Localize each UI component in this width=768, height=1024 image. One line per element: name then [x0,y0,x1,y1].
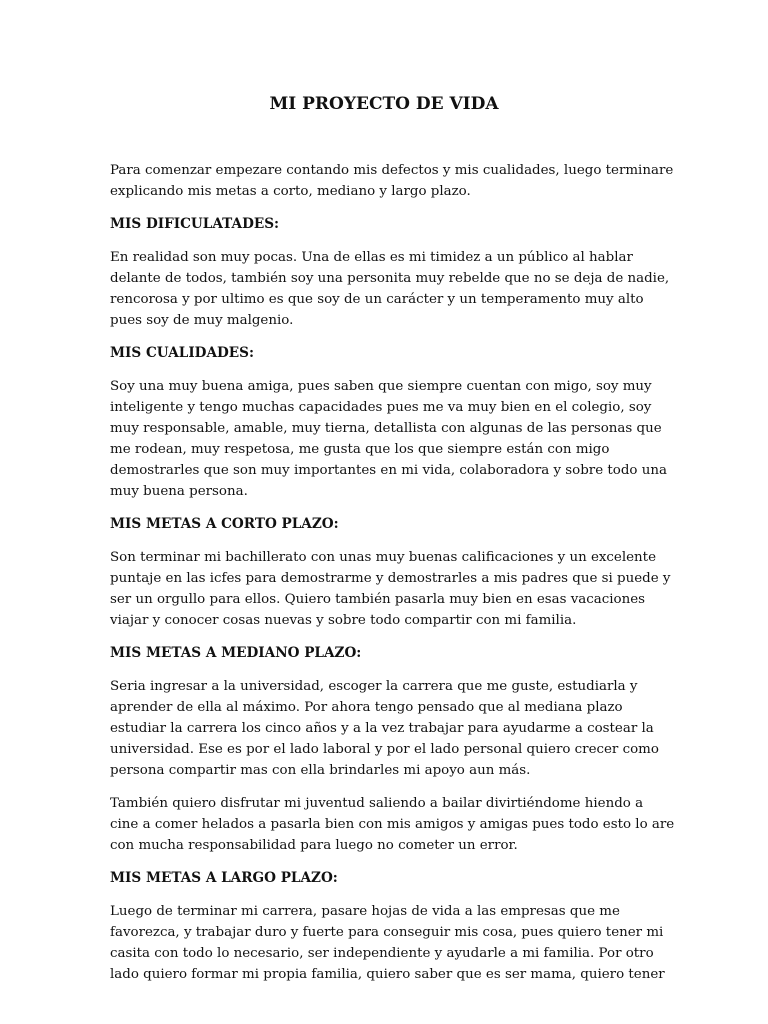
text-line: muy responsable, amable, muy tierna, detallista con algunas de las personas que [110,421,662,436]
section-heading-corto-plazo: MIS METAS A CORTO PLAZO: [110,516,339,532]
text-line: lado quiero formar mi propia familia, quiero saber que es ser mama, quiero tener [110,967,665,982]
text-line: Para comenzar empezare contando mis defectos y mis cualidades, luego terminare [110,163,674,178]
text-line: En realidad son muy pocas. Una de ellas es mi timidez a un público al hablar [110,250,633,265]
text-line: con mucha responsabilidad para luego no cometer un error. [110,838,518,853]
document-title: MI PROYECTO DE VIDA [269,94,499,114]
section-paragraph [110,793,675,856]
text-line: me rodean, muy respetosa, me gusta que los que siempre están con migo [110,442,610,457]
section-heading-largo-plazo: MIS METAS A LARGO PLAZO: [110,870,338,886]
text-line: universidad. Ese es por el lado laboral y por el lado personal quiero crecer como [110,742,659,757]
text-line: inteligente y tengo muchas capacidades pues me va muy bien en el colegio, soy [110,400,652,415]
text-line: casita con todo lo necesario, ser independiente y ayudarle a mi familia. Por otro [110,946,654,961]
text-line: También quiero disfrutar mi juventud saliendo a bailar divirtiéndome hiendo a [110,796,644,811]
text-line: Son terminar mi bachillerato con unas muy buenas calificaciones y un excelente [110,550,656,565]
text-line: explicando mis metas a corto, mediano y largo plazo. [110,184,471,199]
text-line: demostrarles que son muy importantes en mi vida, colaboradora y sobre todo una [110,463,667,478]
text-line: Luego de terminar mi carrera, pasare hojas de vida a las empresas que me [110,904,620,919]
section-paragraph [110,376,667,502]
intro-paragraph [110,160,674,202]
text-line: rencorosa y por ultimo es que soy de un carácter y un temperamento muy alto [110,292,644,307]
text-line: ser un orgullo para ellos. Quiero también pasarla muy bien en esas vacaciones [110,592,646,607]
text-line: delante de todos, también soy una personita muy rebelde que no se deja de nadie, [110,271,670,286]
document-body [110,160,675,985]
text-line: Seria ingresar a la universidad, escoger la carrera que me guste, estudiarla y [110,679,638,694]
text-line: pues soy de muy malgenio. [110,313,294,328]
text-line: persona compartir mas con ella brindarles mi apoyo aun más. [110,763,531,778]
section-paragraph [110,901,665,985]
text-line: puntaje en las icfes para demostrarme y demostrarles a mis padres que si puede y [110,571,671,586]
text-line: Soy una muy buena amiga, pues saben que siempre cuentan con migo, soy muy [110,379,652,394]
text-line: aprender de ella al máximo. Por ahora tengo pensado que al mediana plazo [110,700,623,715]
text-line: viajar y conocer cosas nuevas y sobre todo compartir con mi familia. [110,613,577,628]
text-line: cine a comer helados a pasarla bien con mis amigos y amigas pues todo esto lo are [110,817,675,832]
text-line: estudiar la carrera los cinco años y a la vez trabajar para ayudarme a costear la [110,721,654,736]
text-line: favorezca, y trabajar duro y fuerte para conseguir mis cosa, pues quiero tener mi [110,925,664,940]
section-paragraph [110,547,671,631]
text-line: muy buena persona. [110,484,248,499]
section-paragraph [110,247,670,331]
section-heading-cualidades: MIS CUALIDADES: [110,345,254,361]
section-heading-dificultades: MIS DIFICULATADES: [110,216,280,232]
section-heading-mediano-plazo: MIS METAS A MEDIANO PLAZO: [110,645,362,661]
section-paragraph [110,676,658,781]
